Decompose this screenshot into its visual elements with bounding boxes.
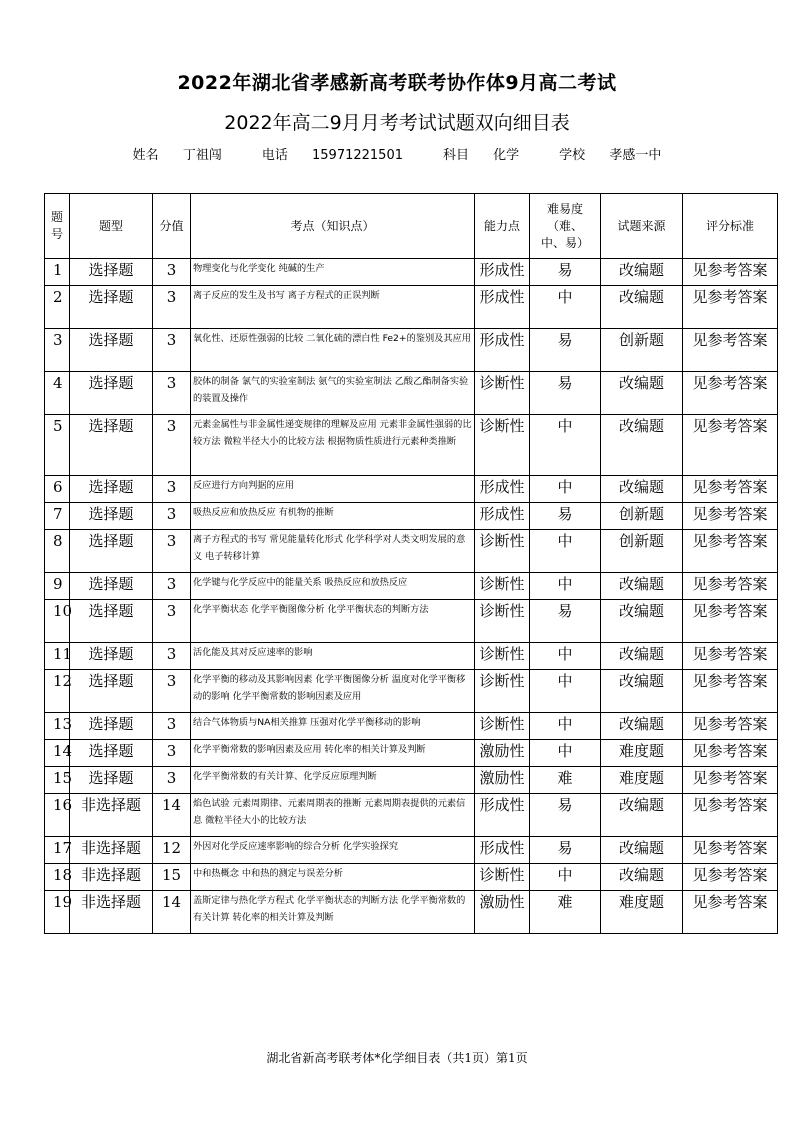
cell-standard: 见参考答案 [683, 713, 778, 740]
cell-difficulty: 中 [530, 573, 601, 600]
document-subtitle: 2022年高二9月月考考试试题双向细目表 [224, 112, 570, 134]
school-field: 学校 孝感一中 [559, 148, 662, 163]
cell-kp: 反应进行方向判据的应用 [191, 476, 475, 503]
cell-type: 选择题 [70, 740, 153, 767]
cell-source: 改编题 [601, 600, 683, 643]
table-row [45, 643, 778, 670]
table-row [45, 767, 778, 794]
cell-source: 改编题 [601, 670, 683, 713]
cell-score: 3 [153, 573, 191, 600]
cell-source: 改编题 [601, 713, 683, 740]
cell-num: 10 [45, 600, 70, 643]
header-score: 分值 [153, 194, 191, 259]
table-row [45, 503, 778, 530]
cell-difficulty: 中 [530, 713, 601, 740]
cell-score: 3 [153, 329, 191, 372]
cell-standard: 见参考答案 [683, 864, 778, 891]
cell-num: 4 [45, 372, 70, 415]
cell-score: 12 [153, 837, 191, 864]
cell-score: 3 [153, 259, 191, 286]
cell-kp: 外因对化学反应速率影响的综合分析 化学实验探究 [191, 837, 475, 864]
cell-score: 3 [153, 670, 191, 713]
cell-difficulty: 中 [530, 415, 601, 476]
question-spec-table [44, 193, 778, 934]
header-source: 试题来源 [601, 194, 683, 259]
cell-difficulty: 中 [530, 670, 601, 713]
cell-score: 3 [153, 600, 191, 643]
cell-kp: 元素金属性与非金属性递变规律的理解及应用 元素非金属性强弱的比较方法 微粒半径大小的比较方法 根据物质性质进行元素种类推断 [191, 415, 475, 476]
cell-ability: 形成性 [475, 259, 530, 286]
cell-source: 创新题 [601, 530, 683, 573]
author-info [0, 144, 794, 163]
cell-difficulty: 易 [530, 503, 601, 530]
cell-standard: 见参考答案 [683, 740, 778, 767]
cell-kp: 化学平衡状态 化学平衡图像分析 化学平衡状态的判断方法 [191, 600, 475, 643]
table-row [45, 670, 778, 713]
cell-difficulty: 中 [530, 286, 601, 329]
table-row [45, 476, 778, 503]
cell-kp: 化学平衡的移动及其影响因素 化学平衡图像分析 温度对化学平衡移动的影响 化学平衡常数的影响因素及应用 [191, 670, 475, 713]
cell-standard: 见参考答案 [683, 573, 778, 600]
table-row [45, 415, 778, 476]
table-row [45, 794, 778, 837]
cell-num: 19 [45, 891, 70, 934]
header-type: 题型 [70, 194, 153, 259]
cell-standard: 见参考答案 [683, 530, 778, 573]
cell-num: 9 [45, 573, 70, 600]
cell-type: 选择题 [70, 713, 153, 740]
table-row [45, 573, 778, 600]
cell-source: 创新题 [601, 503, 683, 530]
cell-difficulty: 中 [530, 864, 601, 891]
table-body [45, 259, 778, 934]
table-row [45, 740, 778, 767]
cell-type: 选择题 [70, 643, 153, 670]
cell-kp: 盖斯定律与热化学方程式 化学平衡状态的判断方法 化学平衡常数的有关计算 转化率的相关计算及判断 [191, 891, 475, 934]
cell-difficulty: 易 [530, 837, 601, 864]
cell-ability: 形成性 [475, 329, 530, 372]
table-row [45, 259, 778, 286]
cell-difficulty: 中 [530, 740, 601, 767]
cell-difficulty: 易 [530, 600, 601, 643]
cell-kp: 氧化性、还原性强弱的比较 二氧化硫的漂白性 Fe2+的鉴别及其应用 [191, 329, 475, 372]
cell-source: 改编题 [601, 864, 683, 891]
cell-standard: 见参考答案 [683, 329, 778, 372]
cell-difficulty: 难 [530, 891, 601, 934]
cell-source: 难度题 [601, 767, 683, 794]
cell-ability: 诊断性 [475, 864, 530, 891]
cell-num: 18 [45, 864, 70, 891]
subject-field: 科目 化学 [442, 148, 520, 163]
cell-score: 15 [153, 864, 191, 891]
table-row [45, 286, 778, 329]
cell-source: 改编题 [601, 476, 683, 503]
cell-standard: 见参考答案 [683, 643, 778, 670]
cell-num: 14 [45, 740, 70, 767]
cell-standard: 见参考答案 [683, 503, 778, 530]
cell-num: 13 [45, 713, 70, 740]
table-row [45, 837, 778, 864]
cell-ability: 激励性 [475, 891, 530, 934]
cell-source: 创新题 [601, 329, 683, 372]
cell-num: 16 [45, 794, 70, 837]
cell-standard: 见参考答案 [683, 415, 778, 476]
cell-kp: 胶体的制备 氯气的实验室制法 氨气的实验室制法 乙酸乙酯制备实验的装置及操作 [191, 372, 475, 415]
cell-score: 3 [153, 476, 191, 503]
cell-score: 3 [153, 286, 191, 329]
cell-num: 2 [45, 286, 70, 329]
cell-kp: 化学平衡常数的有关计算、化学反应原理判断 [191, 767, 475, 794]
cell-kp: 中和热概念 中和热的测定与误差分析 [191, 864, 475, 891]
phone-field: 电话 15971221501 [261, 148, 403, 163]
cell-score: 14 [153, 794, 191, 837]
cell-num: 12 [45, 670, 70, 713]
cell-standard: 见参考答案 [683, 891, 778, 934]
cell-kp: 化学键与化学反应中的能量关系 吸热反应和放热反应 [191, 573, 475, 600]
cell-difficulty: 中 [530, 643, 601, 670]
cell-standard: 见参考答案 [683, 767, 778, 794]
cell-source: 难度题 [601, 740, 683, 767]
cell-type: 非选择题 [70, 891, 153, 934]
table-row [45, 891, 778, 934]
cell-ability: 形成性 [475, 286, 530, 329]
cell-difficulty: 中 [530, 530, 601, 573]
cell-source: 改编题 [601, 415, 683, 476]
table-header-row [45, 194, 778, 259]
cell-type: 选择题 [70, 767, 153, 794]
cell-standard: 见参考答案 [683, 286, 778, 329]
cell-score: 3 [153, 415, 191, 476]
cell-num: 8 [45, 530, 70, 573]
cell-ability: 形成性 [475, 837, 530, 864]
cell-ability: 激励性 [475, 767, 530, 794]
cell-standard: 见参考答案 [683, 670, 778, 713]
cell-type: 选择题 [70, 476, 153, 503]
table-row [45, 713, 778, 740]
cell-ability: 诊断性 [475, 530, 530, 573]
cell-kp: 离子反应的发生及书写 离子方程式的正误判断 [191, 286, 475, 329]
cell-difficulty: 难 [530, 767, 601, 794]
cell-score: 3 [153, 530, 191, 573]
cell-ability: 诊断性 [475, 670, 530, 713]
cell-num: 15 [45, 767, 70, 794]
cell-standard: 见参考答案 [683, 476, 778, 503]
table-row [45, 329, 778, 372]
cell-source: 改编题 [601, 837, 683, 864]
cell-type: 选择题 [70, 530, 153, 573]
cell-type: 选择题 [70, 329, 153, 372]
header-difficulty: 难易度（难、中、易） [530, 194, 601, 259]
cell-type: 非选择题 [70, 864, 153, 891]
cell-difficulty: 易 [530, 259, 601, 286]
cell-source: 难度题 [601, 891, 683, 934]
cell-ability: 形成性 [475, 794, 530, 837]
cell-ability: 诊断性 [475, 372, 530, 415]
cell-score: 3 [153, 643, 191, 670]
name-field: 姓名 丁祖闯 [132, 148, 222, 163]
cell-type: 选择题 [70, 670, 153, 713]
document-title: 2022年湖北省孝感新高考联考协作体9月高二考试 [177, 72, 617, 94]
cell-score: 3 [153, 372, 191, 415]
cell-num: 6 [45, 476, 70, 503]
cell-source: 改编题 [601, 643, 683, 670]
cell-kp: 焰色试验 元素周期律、元素周期表的推断 元素周期表提供的元素信息 微粒半径大小的比较方法 [191, 794, 475, 837]
cell-ability: 激励性 [475, 740, 530, 767]
cell-source: 改编题 [601, 794, 683, 837]
table-row [45, 372, 778, 415]
cell-source: 改编题 [601, 286, 683, 329]
cell-difficulty: 易 [530, 372, 601, 415]
cell-standard: 见参考答案 [683, 259, 778, 286]
cell-kp: 结合气体物质与NA相关推算 压强对化学平衡移动的影响 [191, 713, 475, 740]
cell-ability: 诊断性 [475, 713, 530, 740]
cell-difficulty: 中 [530, 476, 601, 503]
cell-ability: 形成性 [475, 476, 530, 503]
cell-num: 1 [45, 259, 70, 286]
header-num: 题号 [45, 194, 70, 259]
cell-type: 选择题 [70, 286, 153, 329]
cell-source: 改编题 [601, 259, 683, 286]
cell-type: 选择题 [70, 259, 153, 286]
cell-source: 改编题 [601, 372, 683, 415]
cell-score: 3 [153, 713, 191, 740]
cell-type: 选择题 [70, 503, 153, 530]
cell-score: 3 [153, 767, 191, 794]
cell-score: 3 [153, 740, 191, 767]
cell-ability: 形成性 [475, 503, 530, 530]
cell-type: 非选择题 [70, 837, 153, 864]
cell-ability: 诊断性 [475, 600, 530, 643]
header-standard: 评分标准 [683, 194, 778, 259]
header-ability: 能力点 [475, 194, 530, 259]
cell-kp: 化学平衡常数的影响因素及应用 转化率的相关计算及判断 [191, 740, 475, 767]
header-knowledge-point: 考点（知识点） [191, 194, 475, 259]
cell-num: 11 [45, 643, 70, 670]
cell-score: 14 [153, 891, 191, 934]
page-footer: 湖北省新高考联考体*化学细目表（共1页）第1页 [266, 1051, 528, 1065]
table-row [45, 864, 778, 891]
cell-source: 改编题 [601, 573, 683, 600]
cell-num: 7 [45, 503, 70, 530]
cell-ability: 诊断性 [475, 643, 530, 670]
table-row [45, 600, 778, 643]
cell-standard: 见参考答案 [683, 837, 778, 864]
cell-type: 选择题 [70, 415, 153, 476]
table-row [45, 530, 778, 573]
cell-type: 选择题 [70, 372, 153, 415]
cell-ability: 诊断性 [475, 573, 530, 600]
cell-score: 3 [153, 503, 191, 530]
cell-type: 非选择题 [70, 794, 153, 837]
cell-type: 选择题 [70, 573, 153, 600]
cell-kp: 吸热反应和放热反应 有机物的推断 [191, 503, 475, 530]
cell-kp: 物理变化与化学变化 纯碱的生产 [191, 259, 475, 286]
cell-standard: 见参考答案 [683, 794, 778, 837]
cell-type: 选择题 [70, 600, 153, 643]
cell-difficulty: 易 [530, 329, 601, 372]
cell-num: 17 [45, 837, 70, 864]
cell-standard: 见参考答案 [683, 372, 778, 415]
cell-standard: 见参考答案 [683, 600, 778, 643]
cell-kp: 活化能及其对反应速率的影响 [191, 643, 475, 670]
cell-num: 3 [45, 329, 70, 372]
cell-kp: 离子方程式的书写 常见能量转化形式 化学科学对人类文明发展的意义 电子转移计算 [191, 530, 475, 573]
cell-num: 5 [45, 415, 70, 476]
cell-ability: 诊断性 [475, 415, 530, 476]
cell-difficulty: 易 [530, 794, 601, 837]
